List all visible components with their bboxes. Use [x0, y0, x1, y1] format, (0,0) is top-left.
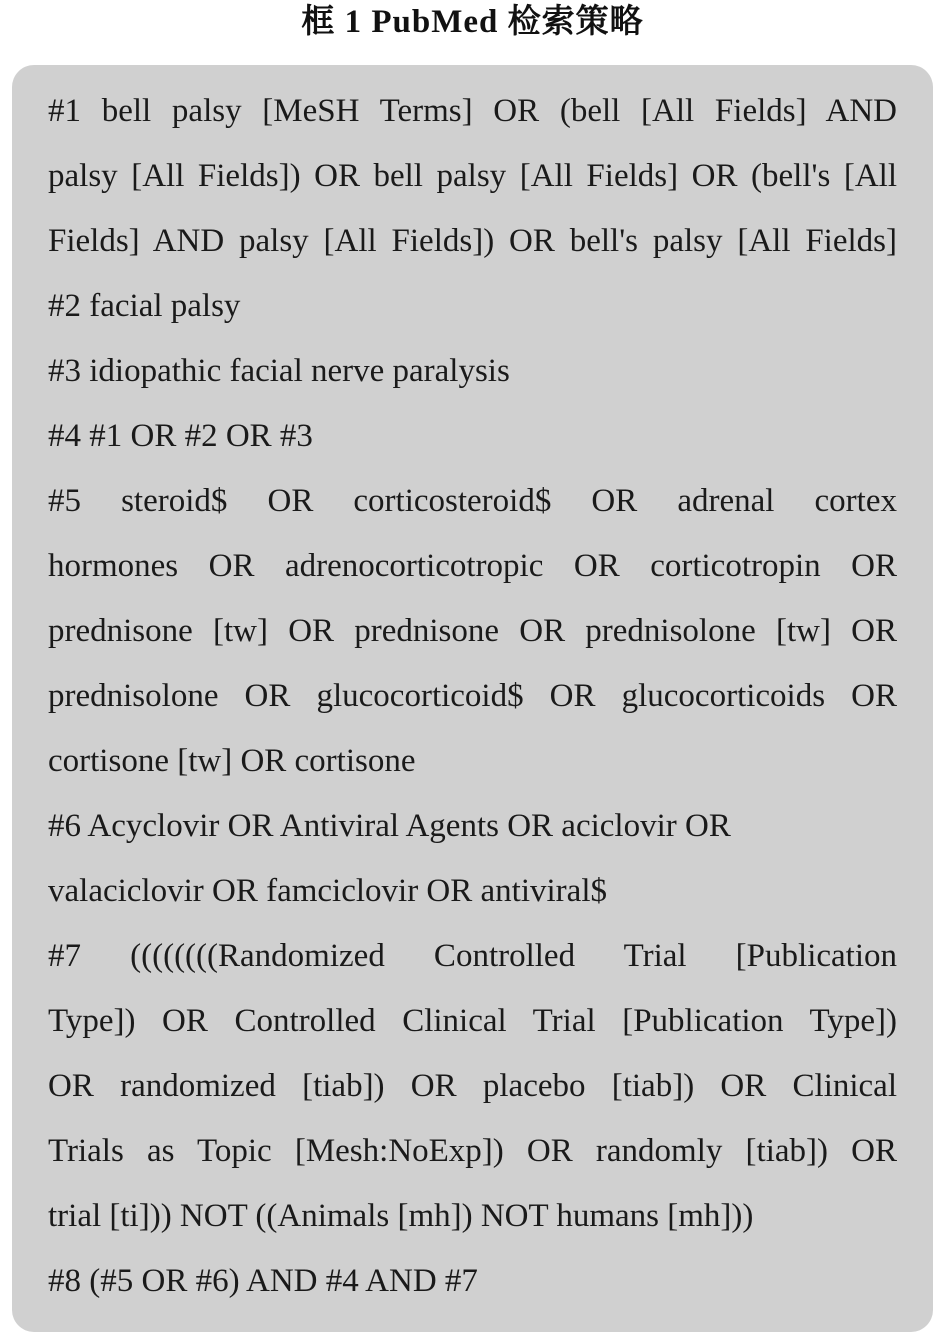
strategy-line: valaciclovir OR famciclovir OR antiviral$: [48, 873, 607, 909]
strategy-line: #8 (#5 OR #6) AND #4 AND #7: [48, 1263, 478, 1299]
search-strategy-panel: [12, 65, 933, 1332]
strategy-line: hormones OR adrenocorticotropic OR corticotropin OR: [48, 548, 897, 584]
strategy-line: #3 idiopathic facial nerve paralysis: [48, 353, 510, 389]
strategy-line: Trials as Topic [Mesh:NoExp]) OR randomly [tiab]) OR: [48, 1133, 897, 1169]
strategy-line: #5 steroid$ OR corticosteroid$ OR adrenal cortex: [48, 483, 897, 519]
strategy-line: #2 facial palsy: [48, 288, 241, 324]
box-title: 框 1 PubMed 检索策略: [301, 4, 644, 40]
strategy-line: prednisone [tw] OR prednisone OR prednisolone [tw] OR: [48, 613, 897, 649]
strategy-line: Fields] AND palsy [All Fields]) OR bell's palsy [All Fields]: [48, 223, 897, 259]
strategy-line: prednisolone OR glucocorticoid$ OR glucocorticoids OR: [48, 678, 897, 714]
strategy-line: #7 ((((((((Randomized Controlled Trial [Publication: [48, 938, 897, 974]
strategy-line: Type]) OR Controlled Clinical Trial [Publication Type]): [48, 1003, 897, 1039]
strategy-line: #1 bell palsy [MeSH Terms] OR (bell [All Fields] AND: [48, 93, 897, 129]
strategy-line: trial [ti])) NOT ((Animals [mh]) NOT humans [mh])): [48, 1198, 754, 1234]
strategy-line: #4 #1 OR #2 OR #3: [48, 418, 313, 454]
strategy-line: cortisone [tw] OR cortisone: [48, 743, 416, 779]
strategy-line: OR randomized [tiab]) OR placebo [tiab]) OR Clinical: [48, 1068, 897, 1104]
strategy-line: #6 Acyclovir OR Antiviral Agents OR aciclovir OR: [48, 808, 731, 844]
strategy-line: palsy [All Fields]) OR bell palsy [All Fields] OR (bell's [All: [48, 158, 897, 194]
